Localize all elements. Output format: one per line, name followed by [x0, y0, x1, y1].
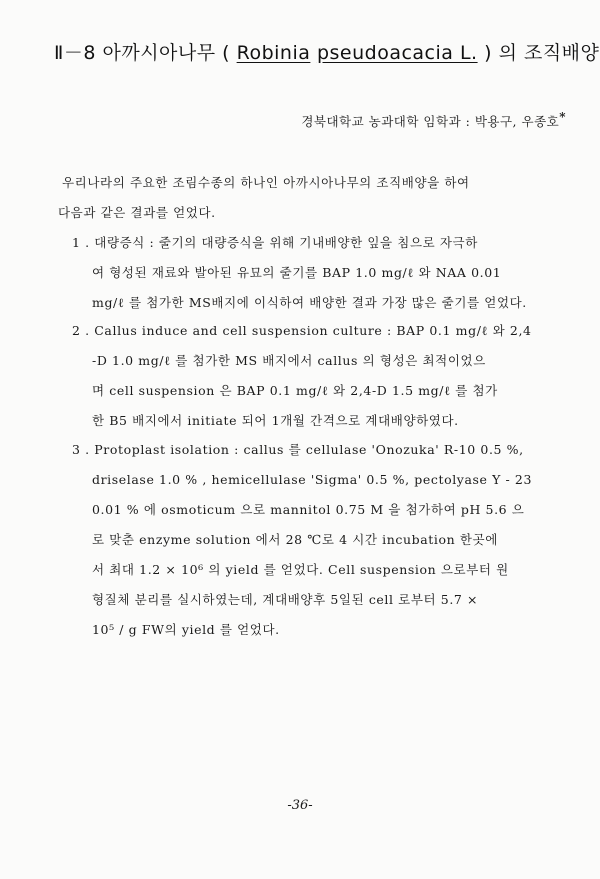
corresponding-author-mark: * [559, 110, 566, 124]
result-item-1 [72, 228, 572, 318]
title-prefix: Ⅱ－8 아까시아나무 ( [54, 42, 237, 64]
page-title [54, 38, 600, 65]
title-genus: Robinia [236, 42, 311, 64]
affiliation-text: 경북대학교 농과대학 임학과 : 박용구, 우종호 [301, 114, 560, 130]
title-species: pseudoacacia L. [316, 42, 478, 64]
page-number: -36- [287, 798, 313, 813]
author-affiliation [301, 110, 566, 130]
item-line: 로 맞춘 enzyme solution 에서 28 ℃로 4 시간 incubation 한곳에 [92, 532, 498, 547]
item-line: mg/ℓ 를 첨가한 MS배지에 이식하여 배양한 결과 가장 많은 줄기를 얻었다. [92, 295, 527, 310]
item-line: 한 B5 배지에서 initiate 되어 1개월 간격으로 계대배양하였다. [92, 413, 459, 428]
intro-line: 다음과 같은 결과를 얻었다. [58, 205, 216, 220]
title-suffix: ) 의 조직배양 [477, 42, 600, 64]
intro-paragraph [58, 168, 568, 228]
item-line: 서 최대 1.2 × 10⁶ 의 yield 를 얻었다. Cell suspension 으로부터 원 [92, 562, 509, 577]
item-line: 형질체 분리를 실시하였는데, 계대배양후 5일된 cell 로부터 5.7 × [92, 592, 479, 607]
item-line: 10⁵ / g FW의 yield 를 얻었다. [92, 622, 280, 637]
item-line: driselase 1.0 % , hemicellulase 'Sigma' 0.5 %, pectolyase Y - 23 [92, 472, 533, 487]
result-item-2 [72, 316, 572, 436]
item-line: 여 형성된 재료와 발아된 유묘의 줄기를 BAP 1.0 mg/ℓ 와 NAA 0.01 [92, 265, 502, 280]
item-line: 2 . Callus induce and cell suspension culture : BAP 0.1 mg/ℓ 와 2,4 [72, 323, 532, 338]
item-line: 며 cell suspension 은 BAP 0.1 mg/ℓ 와 2,4-D 1.5 mg/ℓ 를 첨가 [92, 383, 498, 398]
item-line: 3 . Protoplast isolation : callus 를 cellulase 'Onozuka' R-10 0.5 %, [72, 442, 524, 457]
result-item-3 [72, 435, 572, 645]
item-line: 1 . 대량증식 : 줄기의 대량증식을 위해 기내배양한 잎을 침으로 자극하 [72, 235, 478, 250]
item-line: -D 1.0 mg/ℓ 를 첨가한 MS 배지에서 callus 의 형성은 최적이었으 [92, 353, 486, 368]
item-line: 0.01 % 에 osmoticum 으로 mannitol 0.75 M 을 첨가하여 pH 5.6 으 [92, 502, 525, 517]
intro-line: 우리나라의 주요한 조림수종의 하나인 아까시아나무의 조직배양을 하여 [62, 175, 470, 190]
